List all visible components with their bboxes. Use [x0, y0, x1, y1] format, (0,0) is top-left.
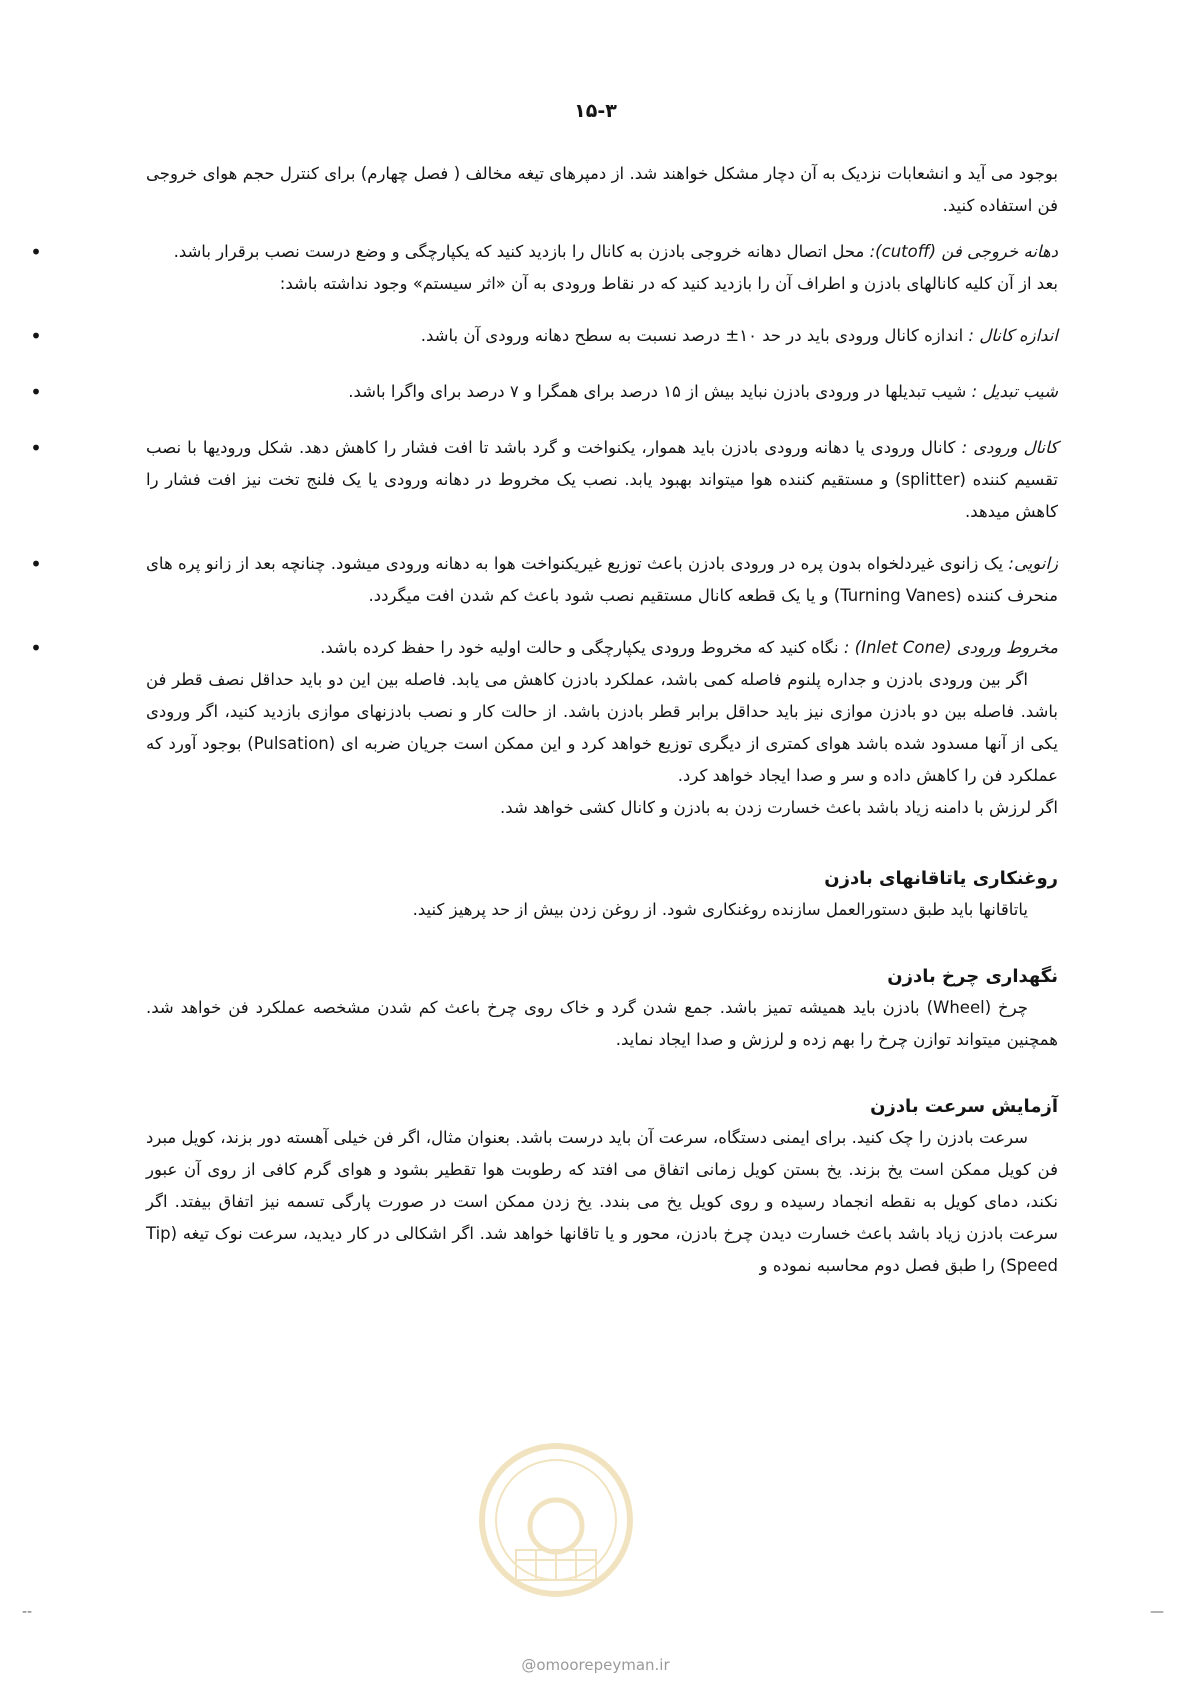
- inlet-distance-paragraph: اگر بین ورودی بادزن و جداره پلنوم فاصله کمی باشد، عملکرد بادزن کاهش می یابد. فاصله بین این دو باید حداقل نصف قطر فن باشد. فاصله بین دو بادزن موازی نیز باید حداقل برابر قطر بادزن باشد. از حالت کار و نصب بادزنهای موازی بازدید کنید، اگر ورودی یکی از آنها مسدود شده باشد هوای کمتری از دیگری توزیع خواهد کرد و این ممکن است جریان ضربه ای (Pulsation) بوجود آورد که عملکرد فن را کاهش داده و سر و صدا ایجاد خواهد کرد.: [146, 670, 1059, 785]
- margin-mark-left: --: [22, 1604, 33, 1620]
- bullet-item: [30, 432, 1058, 528]
- bullet-item: [30, 236, 1058, 268]
- vibration-paragraph: اگر لرزش با دامنه زیاد باشد باعث خسارت زدن به بادزن و کانال کشی خواهد شد.: [500, 798, 1058, 817]
- bullet-text: شیب تبدیلها در ورودی بادزن نباید بیش از ۱۵ درصد برای همگرا و ۷ درصد برای واگرا باشد.: [348, 382, 972, 401]
- section-wheel-maintenance: [146, 962, 1058, 1056]
- bullet-icon: •: [30, 324, 42, 348]
- bullet-lead: دهانه خروجی فن (cutoff):: [869, 242, 1058, 261]
- section-title: روغنکاری یاتاقانهای بادزن: [824, 868, 1058, 889]
- bullet-icon: •: [30, 636, 42, 660]
- bullet-icon: •: [30, 240, 42, 264]
- bullet-icon: •: [30, 436, 42, 460]
- stamp-logo: [476, 1440, 636, 1600]
- margin-mark-right: —: [1150, 1604, 1164, 1620]
- bullet-text: اندازه کانال ورودی باید در حد ۱۰± درصد نسبت به سطح دهانه ورودی آن باشد.: [420, 326, 969, 345]
- intro-paragraph: بوجود می آید و انشعابات نزدیک به آن دچار مشکل خواهند شد. از دمپرهای تیغه مخالف ( فصل چهارم) برای کنترل حجم هوای خروجی فن استفاده کنید.: [146, 164, 1058, 215]
- bullet-item: [30, 320, 1058, 352]
- bullet-lead: کانال ورودی :: [961, 438, 1058, 457]
- section-speed-test: [146, 1092, 1058, 1282]
- bullet-icon: •: [30, 552, 42, 576]
- section-body: سرعت بادزن را چک کنید. برای ایمنی دستگاه، سرعت آن باید درست باشد. بعنوان مثال، اگر فن خیلی آهسته دور بزند، کویل مبرد فن کویل ممکن است یخ بزند. یخ بستن کویل زمانی اتفاق می افتد که رطوبت هوا تقطیر بشود و هوای گرم کافی از روی آن عبور نکند، دمای کویل به نقطه انجماد رسیده و روی کویل یخ می بندد. یخ زدن ممکن است در صورت پارگی تسمه نیز اتفاق بیفتد. اگر سرعت بادزن زیاد باشد باعث خسارت دیدن چرخ بادزن، محور و یا تاقانها خواهد شد. اگر اشکالی در کار دیدید، سرعت نوک تیغه (Tip Speed) را طبق فصل دوم محاسبه نموده و: [146, 1128, 1058, 1275]
- bullet-text: نگاه کنید که مخروط ورودی یکپارچگی و حالت اولیه خود را حفظ کرده باشد.: [320, 638, 844, 657]
- bullet-text: محل اتصال دهانه خروجی بادزن به کانال را بازدید کنید که یکپارچگی و وضع درست نصب برقرار باشد.: [173, 242, 870, 261]
- section-bearing-lubrication: [146, 864, 1058, 926]
- bullet-text: کانال ورودی یا دهانه ورودی بادزن باید هموار، یکنواخت و گرد باشد تا افت فشار را کاهش دهد. شکل ورودیها با نصب تقسیم کننده (splitter) و مستقیم کننده هوا میتواند بهبود یابد. نصب یک مخروط در دهانه ورودی یا یک فلنج تخت نیز افت فشار را کاهش میدهد.: [146, 438, 1058, 521]
- bullet-lead: مخروط ورودی (Inlet Cone) :: [843, 638, 1058, 657]
- page-body: [30, 158, 1059, 1282]
- watermark: @omoorepeyman.ir: [521, 1656, 670, 1674]
- section-body: چرخ (Wheel) بادزن باید همیشه تمیز باشد. جمع شدن گرد و خاک روی چرخ باعث کم شدن مشخصه عملکرد فن خواهد شد. همچنین میتواند توازن چرخ را بهم زده و لرزش و صدا ایجاد نماید.: [146, 998, 1058, 1049]
- bullet-text: یک زانوی غیردلخواه بدون پره در ورودی بادزن باعث توزیع غیریکنواخت هوا به دهانه ورودی میشود. چنانچه بعد از زانو پره های منحرف کننده (Turning Vanes) و یا یک قطعه کانال مستقیم نصب شود باعث کم شدن افت میگردد.: [146, 554, 1058, 605]
- page-number: ۱۵-۳: [574, 100, 617, 122]
- section-title: نگهداری چرخ بادزن: [887, 966, 1058, 987]
- system-effect-paragraph: بعد از آن کلیه کانالهای بادزن و اطراف آن را بازدید کنید که در نقاط ورودی به آن «اثر سیستم» وجود نداشته باشد:: [279, 274, 1058, 293]
- section-body: یاتاقانها باید طبق دستورالعمل سازنده روغنکاری شود. از روغن زدن بیش از حد پرهیز کنید.: [412, 900, 1028, 919]
- bullet-icon: •: [30, 380, 42, 404]
- section-title: آزمایش سرعت بادزن: [870, 1096, 1058, 1117]
- bullet-lead: زانویی:: [1008, 554, 1058, 573]
- bullet-item: [30, 376, 1058, 408]
- bullet-lead: شیب تبدیل :: [971, 382, 1058, 401]
- bullet-item: [30, 632, 1058, 664]
- bullet-lead: اندازه کانال :: [968, 326, 1058, 345]
- bullet-item: [30, 548, 1058, 612]
